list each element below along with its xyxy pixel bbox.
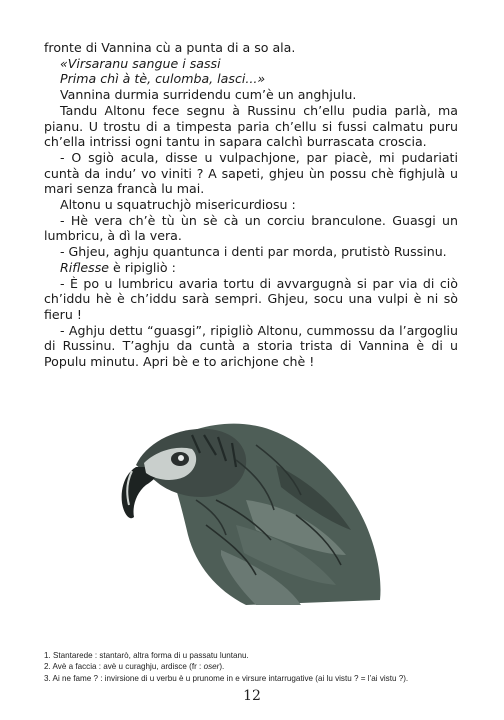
paragraph: - O sgiò acula, disse u vulpachjone, par piacè, mi pudariati cuntà da indu’ vo viniti ? A sapeti, ghjeu ùn possu chè fighjulà u mari senza francà lu mai. <box>44 149 458 197</box>
eagle-illustration <box>96 405 386 610</box>
paragraph: Vannina durmia surridendu cum’è un anghjulu. <box>60 87 357 103</box>
footnote <box>44 661 464 672</box>
paragraph: Altonu u squatruchjò misericurdiosu : <box>60 197 296 213</box>
main-text <box>44 40 458 370</box>
footnote: 3. Ai ne fame ? : invirsione di u verbu è u prunome in e virsure intarrugative (ai lu vistu ? = l’ai vistu ?). <box>44 673 409 683</box>
paragraph: - Aghju dettu “guasgi”, ripigliò Altonu, cummossu da l’argogliu di Russinu. T’aghju da cuntà a storia trista di Vannina è di u Populu minutu. Apri bè e to arichjone chè ! <box>44 322 458 370</box>
paragraph: - Hè vera ch’è tù ùn sè cà un corciu branculone. Guasgi un lumbricu, à dì la vera. <box>44 212 458 244</box>
footnote: 1. Stantarede : stantarò, altra forma di u passatu luntanu. <box>44 651 249 660</box>
italic-word: Riflesse <box>60 259 110 275</box>
paragraph: Tandu Altonu fece segnu à Russinu ch’ellu pudia parlà, ma pianu. U trostu di a timpesta paria ch’ellu si fussi calmatu puru ch’ella intrissi ogni tantu in sapara calchì burrascata croscia. <box>44 102 458 150</box>
paragraph: fronte di Vannina cù a punta di a so ala. <box>44 40 296 55</box>
verse-line: «Virsaranu sangue i sassi <box>60 55 221 71</box>
footnotes <box>44 650 464 684</box>
eagle-head-icon <box>96 405 386 610</box>
paragraph: - Ghjeu, aghju quantunca i denti par morda, prutistò Russinu. <box>60 244 447 260</box>
footnote-italic: oser <box>203 662 220 672</box>
verse-line: Prima chì à tè, culomba, lasci...» <box>60 71 266 87</box>
page-number: 12 <box>243 688 261 704</box>
paragraph: - È po u lumbricu avaria tortu di avvargugnà si par via di ciò ch’iddu hè è ch’iddu sarà sempri. Ghjeu, socu una vulpi è ni sò fieru ! <box>44 275 458 322</box>
footnote-text: ). <box>219 662 225 672</box>
paragraph <box>44 260 458 276</box>
footnote-text: 2. Avè a faccia : avè u curaghju, ardisce (fr : <box>44 662 204 672</box>
paragraph-rest: è ripigliò : <box>109 259 176 275</box>
